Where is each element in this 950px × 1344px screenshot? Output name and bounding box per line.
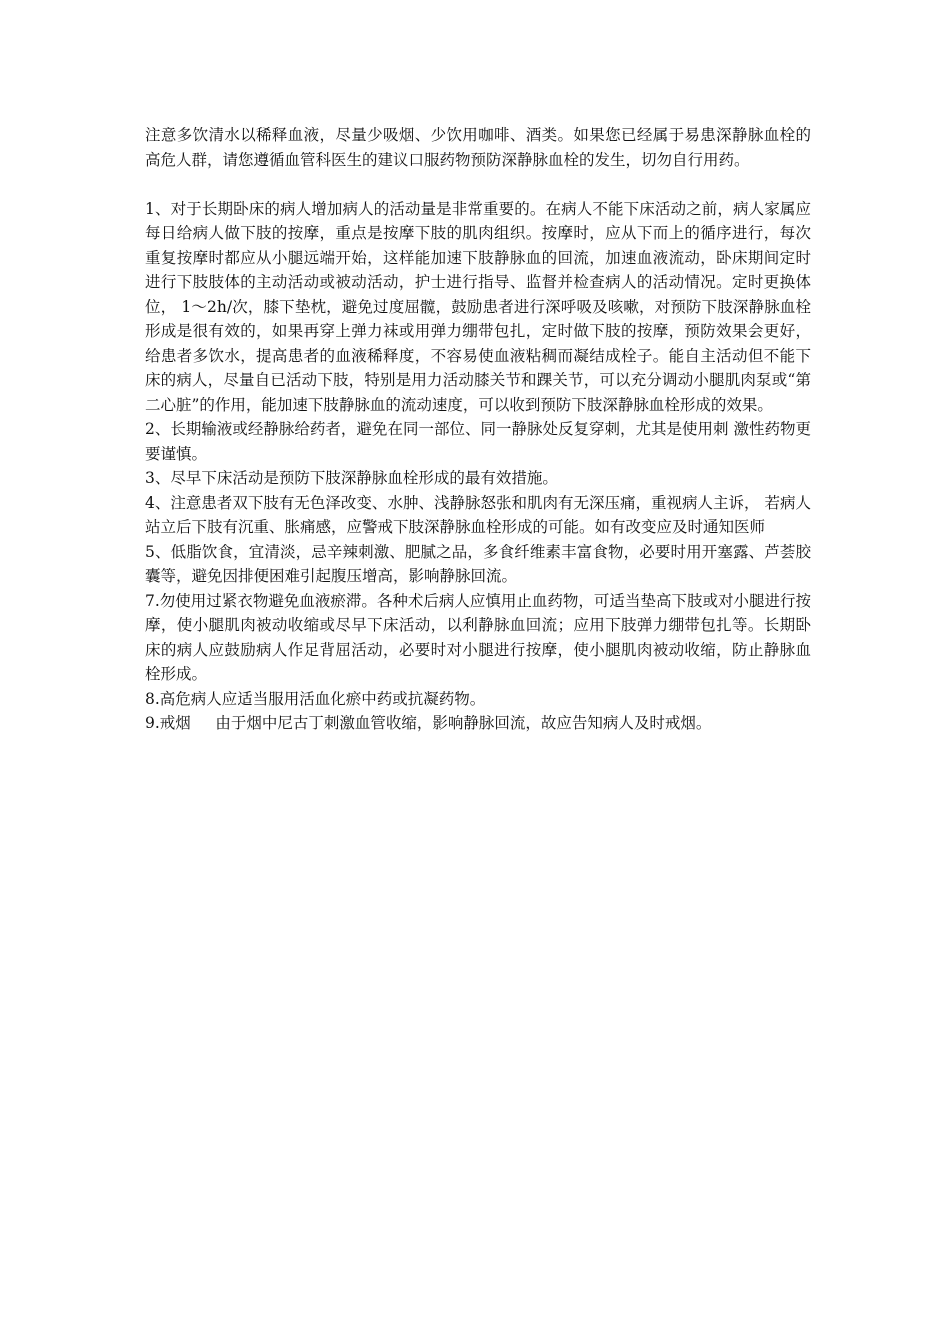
paragraph-item-9: 9.戒烟 由于烟中尼古丁刺激血管收缩，影响静脉回流，故应告知病人及时戒烟。 — [145, 714, 712, 732]
paragraph-intro: 注意多饮清水以稀释血液，尽量少吸烟、少饮用咖啡、酒类。如果您已经属于易患深静脉血栓的高危人群，请您遵循血管科医生的建议口服药物预防深静脉血栓的发生，切勿自行用药。 — [145, 126, 811, 169]
paragraph-item-3: 3、尽早下床活动是预防下肢深静脉血栓形成的最有效措施。 — [145, 469, 558, 487]
paragraph-item-4: 4、注意患者双下肢有无色泽改变、水肿、浅静脉怒张和肌肉有无深压痛，重视病人主诉， 若病人站立后下肢有沉重、胀痛感，应警戒下肢深静脉血栓形成的可能。如有改变应及时通知医师 — [145, 493, 811, 536]
paragraph-item-2: 2、长期输液或经静脉给药者，避免在同一部位、同一静脉处反复穿刺，尤其是使用刺 激性药物更要谨慎。 — [145, 420, 811, 463]
paragraph-item-8: 8.高危病人应适当服用活血化瘀中药或抗凝药物。 — [145, 689, 486, 708]
paragraph-item-5: 5、低脂饮食，宜清淡，忌辛辣刺激、肥腻之品，多食纤维素丰富食物，必要时用开塞露、芦荟胶囊等，避免因排便困难引起腹压增高，影响静脉回流。 — [145, 542, 811, 585]
paragraph-item-1: 1、对于长期卧床的病人增加病人的活动量是非常重要的。在病人不能下床活动之前，病人家属应每日给病人做下肢的按摩，重点是按摩下肢的肌肉组织。按摩时，应从下而上的循序进行，每次重复按摩时都应从小腿远端开始，这样能加速下肢静脉血的回流，加速血液流动，卧床期间定时进行下肢肢体的主动活动或被动活动，护士进行指导、监督并检查病人的活动情况。定时更换体位， 1～2h/次，膝下垫枕，避免过度屈髋，鼓励患者进行深呼吸及咳嗽，对预防下肢深静脉血栓形成是很有效的，如果再穿上弹力袜或用弹力绷带包扎，定时做下肢的按摩，预防效果会更好，给患者多饮水，提高患者的血液稀释度，不容易使血液粘稠而凝结成栓子。能自主活动但不能下床的病人，尽量自已活动下肢，特别是用力活动膝关节和踝关节，可以充分调动小腿肌肉泵或“第二心脏”的作用，能加速下肢静脉血的流动速度，可以收到预防下肢深静脉血栓形成的效果。 — [145, 199, 811, 414]
paragraph-item-7: 7.勿使用过紧衣物避免血液瘀滞。各种术后病人应慎用止血药物，可适当垫高下肢或对小腿进行按摩，使小腿肌肉被动收缩或尽早下床活动，以利静脉血回流；应用下肢弹力绷带包扎等。长期卧床的病人应鼓励病人作足背屈活动，必要时对小腿进行按摩，使小腿肌肉被动收缩，防止静脉血栓形成。 — [145, 591, 811, 683]
paragraph-gap — [145, 172, 811, 197]
document-body — [145, 123, 811, 736]
